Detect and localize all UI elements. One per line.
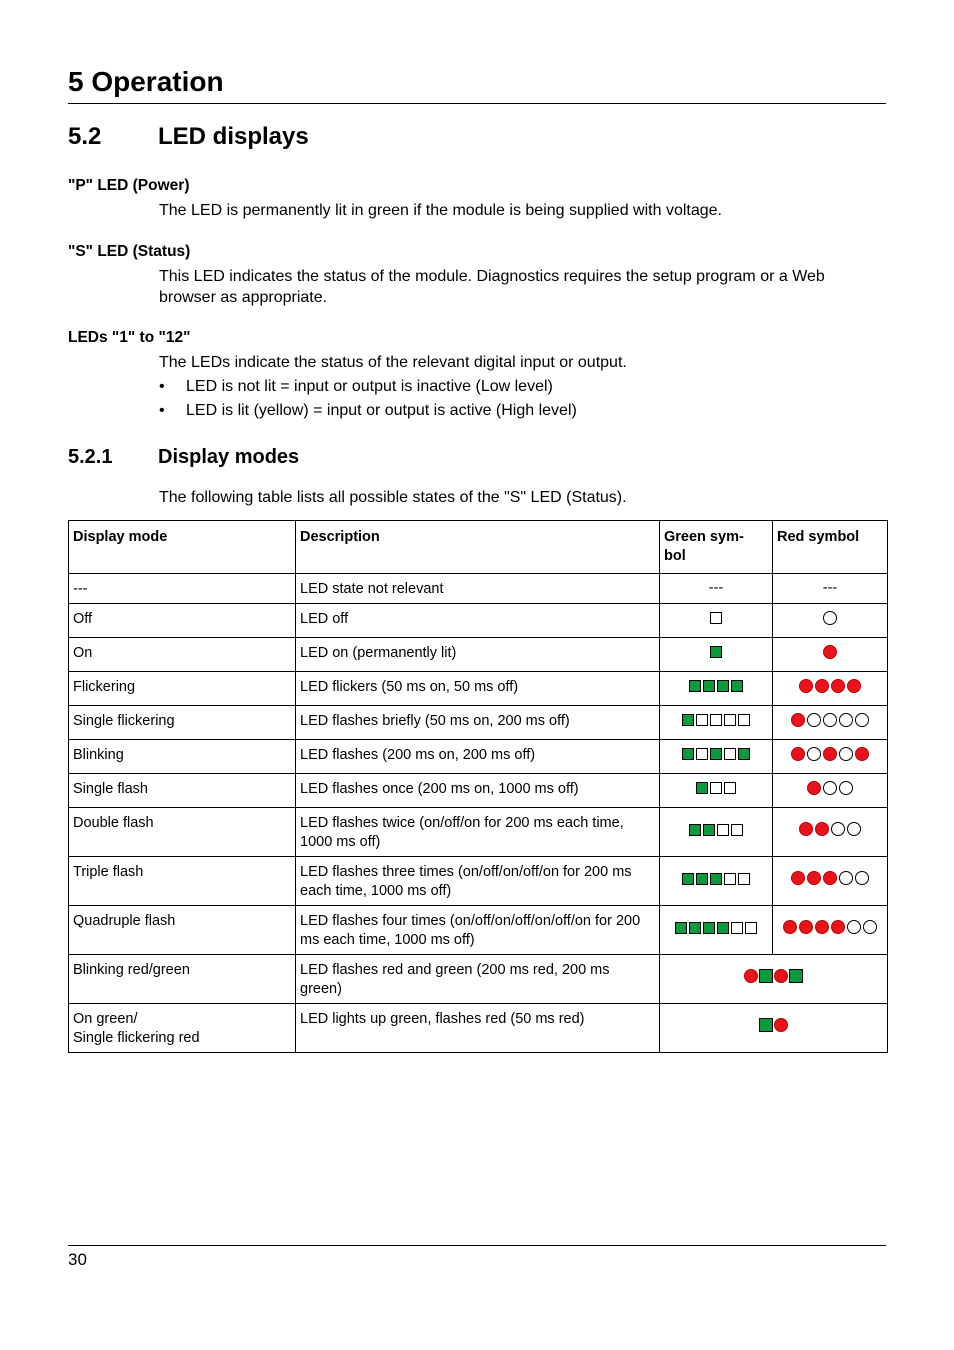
red-symbol-sequence — [783, 920, 877, 934]
circle-unlit-icon — [839, 781, 853, 795]
red-circle-lit-icon — [799, 822, 813, 836]
circle-unlit-icon — [823, 611, 837, 625]
red-symbol-sequence — [799, 679, 861, 693]
red-symbol-cell — [773, 857, 888, 906]
green-symbol-cell — [660, 808, 773, 857]
header-display-mode: Display mode — [69, 521, 296, 574]
description-cell: LED flashes four times (on/off/on/off/on/off/on for 200 ms each time, 1000 ms off) — [296, 906, 660, 955]
red-circle-lit-icon — [823, 747, 837, 761]
header-red-symbol: Red symbol — [773, 521, 888, 574]
green-square-lit-icon — [689, 922, 701, 934]
green-square-lit-icon — [682, 714, 694, 726]
red-symbol-cell — [773, 906, 888, 955]
bullet-glyph: • — [159, 402, 165, 419]
table-row — [69, 604, 888, 638]
table-row — [69, 906, 888, 955]
green-symbol-cell — [660, 906, 773, 955]
table-row — [69, 574, 888, 604]
square-unlit-icon — [724, 748, 736, 760]
green-symbol-cell — [660, 638, 773, 672]
red-symbol-sequence — [807, 781, 853, 795]
red-circle-lit-icon — [807, 871, 821, 885]
display-mode-cell: --- — [69, 574, 296, 604]
description-cell: LED flashes twice (on/off/on for 200 ms each time, 1000 ms off) — [296, 808, 660, 857]
circle-unlit-icon — [823, 781, 837, 795]
display-mode-cell: Single flickering — [69, 706, 296, 740]
green-symbol-sequence — [682, 714, 750, 726]
display-mode-cell: Off — [69, 604, 296, 638]
green-symbol-sequence — [710, 612, 722, 624]
display-mode-cell: Flickering — [69, 672, 296, 706]
green-square-lit-icon — [696, 873, 708, 885]
circle-unlit-icon — [847, 920, 861, 934]
header-green-symbol: Green sym- bol — [660, 521, 773, 574]
list-item — [159, 400, 577, 421]
green-square-lit-icon — [759, 1018, 773, 1032]
red-circle-lit-icon — [783, 920, 797, 934]
circle-unlit-icon — [807, 713, 821, 727]
circle-unlit-icon — [831, 822, 845, 836]
description-cell: LED on (permanently lit) — [296, 638, 660, 672]
chapter-divider — [68, 103, 886, 104]
display-mode-cell: Double flash — [69, 808, 296, 857]
square-unlit-icon — [745, 922, 757, 934]
display-mode-cell: Blinking red/green — [69, 955, 296, 1004]
circle-unlit-icon — [823, 713, 837, 727]
green-square-lit-icon — [738, 748, 750, 760]
green-square-lit-icon — [689, 680, 701, 692]
circle-unlit-icon — [847, 822, 861, 836]
red-circle-lit-icon — [774, 1018, 788, 1032]
subsection-title: Display modes — [158, 446, 300, 468]
red-circle-lit-icon — [855, 747, 869, 761]
circle-unlit-icon — [863, 920, 877, 934]
header-description: Description — [296, 521, 660, 574]
red-symbol-cell — [773, 740, 888, 774]
combined-symbol-cell — [660, 1004, 888, 1053]
square-unlit-icon — [710, 714, 722, 726]
display-mode-cell: Single flash — [69, 774, 296, 808]
description-cell: LED flashes briefly (50 ms on, 200 ms off) — [296, 706, 660, 740]
square-unlit-icon — [724, 782, 736, 794]
red-circle-lit-icon — [799, 920, 813, 934]
green-symbol-cell — [660, 672, 773, 706]
green-symbol-sequence — [682, 873, 750, 885]
red-symbol-sequence — [791, 871, 869, 885]
table-row — [69, 955, 888, 1004]
square-unlit-icon — [696, 714, 708, 726]
green-symbol-cell — [660, 706, 773, 740]
green-symbol-sequence — [689, 680, 743, 692]
table-row — [69, 774, 888, 808]
section-title: LED displays — [158, 123, 309, 150]
description-cell: LED off — [296, 604, 660, 638]
green-square-lit-icon — [710, 873, 722, 885]
square-unlit-icon — [724, 873, 736, 885]
red-symbol-sequence — [799, 822, 861, 836]
green-square-lit-icon — [682, 873, 694, 885]
red-symbol-cell — [773, 706, 888, 740]
leds-text: The LEDs indicate the status of the relevant digital input or output. — [159, 354, 627, 371]
green-square-lit-icon — [703, 824, 715, 836]
description-cell: LED flashes red and green (200 ms red, 200 ms green) — [296, 955, 660, 1004]
s-led-heading: "S" LED (Status) — [68, 243, 191, 260]
p-led-heading: "P" LED (Power) — [68, 177, 190, 194]
s-led-text: This LED indicates the status of the module. Diagnostics requires the setup program or a Web browser as appropriate. — [159, 268, 825, 306]
table-row — [69, 1004, 888, 1053]
table-row — [69, 857, 888, 906]
description-cell: LED state not relevant — [296, 574, 660, 604]
green-symbol-cell — [660, 774, 773, 808]
section-number: 5.2 — [68, 123, 102, 150]
chapter-title: 5 Operation — [68, 66, 224, 97]
bullet-text: LED is not lit = input or output is inactive (Low level) — [186, 378, 553, 395]
square-unlit-icon — [731, 824, 743, 836]
bullet-glyph: • — [159, 378, 165, 395]
red-circle-lit-icon — [744, 969, 758, 983]
description-cell: LED lights up green, flashes red (50 ms red) — [296, 1004, 660, 1053]
square-unlit-icon — [738, 714, 750, 726]
square-unlit-icon — [717, 824, 729, 836]
green-symbol-cell — [660, 740, 773, 774]
square-unlit-icon — [724, 714, 736, 726]
red-circle-lit-icon — [807, 781, 821, 795]
table-intro: The following table lists all possible states of the "S" LED (Status). — [159, 489, 627, 506]
red-symbol-cell: --- — [773, 574, 888, 604]
green-square-lit-icon — [717, 922, 729, 934]
circle-unlit-icon — [855, 871, 869, 885]
red-circle-lit-icon — [815, 920, 829, 934]
green-square-lit-icon — [759, 969, 773, 983]
square-unlit-icon — [731, 922, 743, 934]
green-symbol-cell — [660, 604, 773, 638]
display-mode-cell: Triple flash — [69, 857, 296, 906]
description-cell: LED flickers (50 ms on, 50 ms off) — [296, 672, 660, 706]
red-circle-lit-icon — [823, 645, 837, 659]
square-unlit-icon — [710, 782, 722, 794]
display-mode-cell: Blinking — [69, 740, 296, 774]
green-square-lit-icon — [703, 922, 715, 934]
bullet-text: LED is lit (yellow) = input or output is active (High level) — [186, 402, 577, 419]
table-row — [69, 638, 888, 672]
red-symbol-sequence — [791, 713, 869, 727]
list-item — [159, 376, 553, 397]
leds-heading: LEDs "1" to "12" — [68, 329, 191, 346]
circle-unlit-icon — [839, 871, 853, 885]
red-circle-lit-icon — [815, 679, 829, 693]
description-cell: LED flashes (200 ms on, 200 ms off) — [296, 740, 660, 774]
green-square-lit-icon — [689, 824, 701, 836]
red-symbol-sequence — [791, 747, 869, 761]
red-symbol-cell — [773, 604, 888, 638]
red-circle-lit-icon — [791, 747, 805, 761]
red-circle-lit-icon — [791, 871, 805, 885]
green-symbol-sequence — [696, 782, 736, 794]
table-body — [69, 574, 888, 1053]
circle-unlit-icon — [807, 747, 821, 761]
combined-symbol-sequence — [744, 969, 803, 983]
footer-divider — [68, 1245, 886, 1246]
green-symbol-sequence — [689, 824, 743, 836]
description-cell: LED flashes three times (on/off/on/off/on for 200 ms each time, 1000 ms off) — [296, 857, 660, 906]
display-mode-cell: Quadruple flash — [69, 906, 296, 955]
green-symbol-sequence — [675, 922, 757, 934]
red-circle-lit-icon — [847, 679, 861, 693]
red-symbol-cell — [773, 672, 888, 706]
table-row — [69, 706, 888, 740]
green-square-lit-icon — [731, 680, 743, 692]
circle-unlit-icon — [839, 713, 853, 727]
green-square-lit-icon — [710, 748, 722, 760]
green-square-lit-icon — [696, 782, 708, 794]
red-circle-lit-icon — [815, 822, 829, 836]
green-square-lit-icon — [682, 748, 694, 760]
green-symbol-sequence — [710, 646, 722, 658]
subsection-heading — [68, 443, 299, 471]
subsection-number: 5.2.1 — [68, 446, 113, 468]
table-row — [69, 740, 888, 774]
combined-symbol-cell — [660, 955, 888, 1004]
red-symbol-cell — [773, 808, 888, 857]
circle-unlit-icon — [839, 747, 853, 761]
display-mode-cell: On green/ Single flickering red — [69, 1004, 296, 1053]
table-header-row — [69, 521, 888, 574]
red-circle-lit-icon — [823, 871, 837, 885]
green-symbol-sequence — [682, 748, 750, 760]
page-number: 30 — [68, 1250, 87, 1269]
green-square-lit-icon — [789, 969, 803, 983]
green-square-lit-icon — [710, 646, 722, 658]
circle-unlit-icon — [855, 713, 869, 727]
p-led-text: The LED is permanently lit in green if the module is being supplied with voltage. — [159, 202, 722, 219]
green-square-lit-icon — [717, 680, 729, 692]
description-cell: LED flashes once (200 ms on, 1000 ms off) — [296, 774, 660, 808]
combined-symbol-sequence — [759, 1018, 788, 1032]
red-symbol-sequence — [823, 645, 837, 659]
display-modes-table — [68, 520, 888, 1053]
table-row — [69, 672, 888, 706]
red-circle-lit-icon — [774, 969, 788, 983]
display-mode-cell: On — [69, 638, 296, 672]
red-circle-lit-icon — [799, 679, 813, 693]
red-symbol-cell — [773, 774, 888, 808]
red-circle-lit-icon — [791, 713, 805, 727]
green-square-lit-icon — [675, 922, 687, 934]
section-heading — [68, 120, 309, 154]
square-unlit-icon — [696, 748, 708, 760]
square-unlit-icon — [710, 612, 722, 624]
red-symbol-sequence — [823, 611, 837, 625]
table-row — [69, 808, 888, 857]
green-symbol-cell — [660, 857, 773, 906]
red-circle-lit-icon — [831, 679, 845, 693]
red-symbol-cell — [773, 638, 888, 672]
red-circle-lit-icon — [831, 920, 845, 934]
square-unlit-icon — [738, 873, 750, 885]
green-square-lit-icon — [703, 680, 715, 692]
green-symbol-cell: --- — [660, 574, 773, 604]
